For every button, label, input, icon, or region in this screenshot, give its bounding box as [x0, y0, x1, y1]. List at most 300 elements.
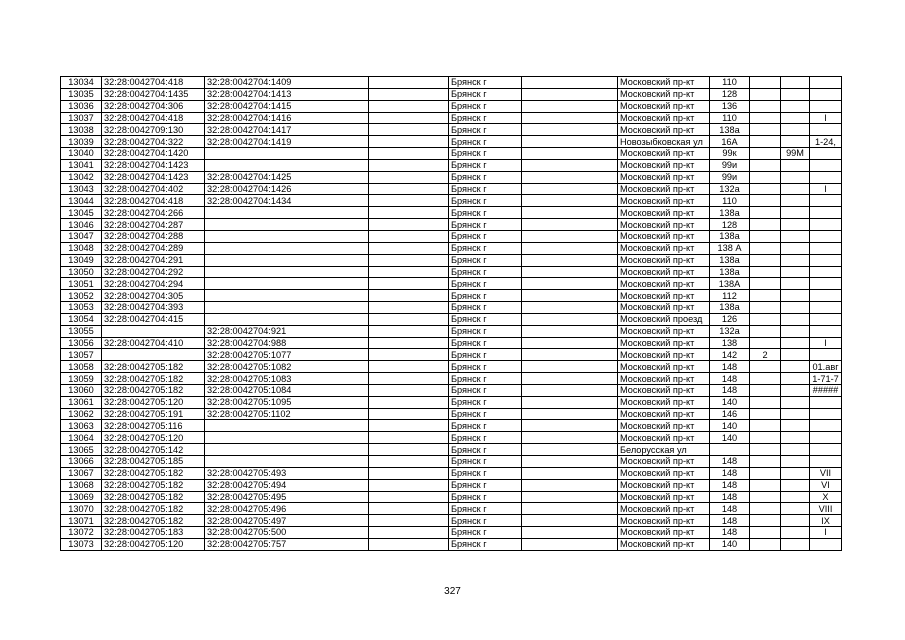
table-cell: 32:28:0042704:266 [102, 207, 205, 219]
table-cell: 32:28:0042704:1417 [205, 124, 369, 136]
table-cell: 32:28:0042705:120 [102, 432, 205, 444]
table-cell: 140 [710, 432, 750, 444]
table-row [61, 207, 842, 219]
table-cell [522, 444, 618, 456]
table-cell [810, 242, 842, 254]
table-cell: Брянск г [449, 183, 522, 195]
table-row [61, 420, 842, 432]
table-cell [522, 112, 618, 124]
table-cell [750, 100, 781, 112]
table-cell: 32:28:0042704:418 [102, 195, 205, 207]
table-cell [369, 420, 449, 432]
table-cell: 32:28:0042705:183 [102, 527, 205, 539]
table-row [61, 373, 842, 385]
table-cell [522, 396, 618, 408]
table-cell [750, 373, 781, 385]
table-cell: Московский пр-кт [618, 538, 710, 550]
table-cell: Брянск г [449, 444, 522, 456]
table-cell [369, 207, 449, 219]
table-cell: 13061 [61, 396, 102, 408]
table-cell [205, 159, 369, 171]
table-cell: Брянск г [449, 88, 522, 100]
table-cell [369, 337, 449, 349]
table-cell: 13038 [61, 124, 102, 136]
table-cell: 1-71-7 [810, 373, 842, 385]
table-cell [750, 456, 781, 468]
table-cell [522, 136, 618, 148]
table-cell: 13053 [61, 302, 102, 314]
table-cell: Московский пр-кт [618, 148, 710, 160]
table-cell [750, 491, 781, 503]
table-cell: 13060 [61, 384, 102, 396]
table-cell: 32:28:0042704:322 [102, 136, 205, 148]
table-cell: I [810, 527, 842, 539]
table-cell: Брянск г [449, 373, 522, 385]
table-row [61, 361, 842, 373]
table-cell [781, 479, 810, 491]
table-cell: 13037 [61, 112, 102, 124]
table-cell: Московский пр-кт [618, 515, 710, 527]
table-cell [781, 337, 810, 349]
table-cell: 01.авг [810, 361, 842, 373]
table-cell [750, 313, 781, 325]
table-cell [810, 207, 842, 219]
table-cell: Московский пр-кт [618, 112, 710, 124]
table-cell [781, 100, 810, 112]
table-cell: 136 [710, 100, 750, 112]
table-cell: Московский пр-кт [618, 325, 710, 337]
table-cell: Брянск г [449, 432, 522, 444]
table-cell [750, 219, 781, 231]
table-cell: 32:28:0042705:116 [102, 420, 205, 432]
table-cell: 32:28:0042704:402 [102, 183, 205, 195]
table-cell: 148 [710, 527, 750, 539]
table-cell [750, 266, 781, 278]
table-cell: Брянск г [449, 278, 522, 290]
table-cell [810, 538, 842, 550]
table-cell [522, 432, 618, 444]
table-row [61, 254, 842, 266]
table-cell [522, 337, 618, 349]
table-cell [205, 207, 369, 219]
table-cell: 140 [710, 538, 750, 550]
table-cell: Брянск г [449, 313, 522, 325]
table-cell: 32:28:0042704:393 [102, 302, 205, 314]
table-cell [781, 302, 810, 314]
table-cell [810, 159, 842, 171]
table-cell [522, 515, 618, 527]
table-cell: Брянск г [449, 124, 522, 136]
table-cell: Брянск г [449, 349, 522, 361]
table-cell [522, 538, 618, 550]
table-cell: 13068 [61, 479, 102, 491]
table-cell: 148 [710, 467, 750, 479]
table-cell: Московский пр-кт [618, 432, 710, 444]
table-cell [205, 278, 369, 290]
table-cell: Брянск г [449, 100, 522, 112]
table-cell: 32:28:0042705:500 [205, 527, 369, 539]
table-cell [781, 242, 810, 254]
table-cell [750, 420, 781, 432]
table-cell [750, 207, 781, 219]
table-cell: Московский пр-кт [618, 207, 710, 219]
table-cell: 13042 [61, 171, 102, 183]
table-cell: 32:28:0042704:291 [102, 254, 205, 266]
table-cell [369, 159, 449, 171]
table-cell: 32:28:0042704:1413 [205, 88, 369, 100]
table-cell [810, 420, 842, 432]
table-cell [205, 313, 369, 325]
table-cell [750, 112, 781, 124]
table-cell [750, 408, 781, 420]
table-cell: Московский пр-кт [618, 527, 710, 539]
table-cell [369, 136, 449, 148]
table-cell [369, 467, 449, 479]
table-cell [205, 242, 369, 254]
table-cell: 32:28:0042704:415 [102, 313, 205, 325]
table-cell: 32:28:0042704:1435 [102, 88, 205, 100]
table-cell: Московский пр-кт [618, 290, 710, 302]
table-cell: 32:28:0042705:182 [102, 361, 205, 373]
table-cell [522, 242, 618, 254]
table-cell [781, 195, 810, 207]
table-row [61, 242, 842, 254]
table-cell [750, 136, 781, 148]
table-cell: 32:28:0042705:185 [102, 456, 205, 468]
table-cell [522, 88, 618, 100]
table-cell [205, 290, 369, 302]
table-cell: Московский пр-кт [618, 491, 710, 503]
table-cell: Брянск г [449, 491, 522, 503]
table-cell: 140 [710, 396, 750, 408]
table-row [61, 183, 842, 195]
table-cell [369, 171, 449, 183]
table-cell: Московский пр-кт [618, 503, 710, 515]
table-cell: 32:28:0042704:988 [205, 337, 369, 349]
table-cell [369, 219, 449, 231]
table-cell: 32:28:0042704:1426 [205, 183, 369, 195]
table-row [61, 432, 842, 444]
table-cell: 32:28:0042704:306 [102, 100, 205, 112]
table-cell: 99М [781, 148, 810, 160]
table-cell: 138 [710, 337, 750, 349]
table-cell [781, 538, 810, 550]
table-cell: Московский пр-кт [618, 88, 710, 100]
table-cell: 1-24, [810, 136, 842, 148]
table-cell: 32:28:0042704:1420 [102, 148, 205, 160]
table-cell [522, 159, 618, 171]
table-cell [205, 266, 369, 278]
table-row [61, 538, 842, 550]
table-cell: 13044 [61, 195, 102, 207]
table-cell [369, 183, 449, 195]
table-cell: 13057 [61, 349, 102, 361]
table-cell: 32:28:0042709:130 [102, 124, 205, 136]
table-cell: Брянск г [449, 77, 522, 89]
table-cell [810, 313, 842, 325]
table-cell: Брянск г [449, 148, 522, 160]
table-cell [522, 302, 618, 314]
table-cell: 148 [710, 373, 750, 385]
table-cell: Московский пр-кт [618, 396, 710, 408]
data-table [60, 76, 842, 551]
table-cell [522, 148, 618, 160]
table-cell [750, 432, 781, 444]
table-cell: Московский пр-кт [618, 195, 710, 207]
table-cell: Московский пр-кт [618, 278, 710, 290]
table-cell: 146 [710, 408, 750, 420]
table-cell: Московский пр-кт [618, 408, 710, 420]
table-cell: 142 [710, 349, 750, 361]
table-cell: 99и [710, 171, 750, 183]
table-row [61, 444, 842, 456]
table-cell [781, 77, 810, 89]
table-cell [781, 361, 810, 373]
table-cell: 99и [710, 159, 750, 171]
table-cell [750, 183, 781, 195]
table-cell [369, 278, 449, 290]
table-cell [750, 479, 781, 491]
table-cell [810, 148, 842, 160]
table-cell [781, 384, 810, 396]
table-cell: 32:28:0042705:1102 [205, 408, 369, 420]
table-cell: VIII [810, 503, 842, 515]
table-cell: 32:28:0042704:305 [102, 290, 205, 302]
table-cell: 13039 [61, 136, 102, 148]
table-cell: Брянск г [449, 467, 522, 479]
table-row [61, 77, 842, 89]
table-cell: 32:28:0042704:288 [102, 230, 205, 242]
table-cell: 13073 [61, 538, 102, 550]
table-cell: 138а [710, 302, 750, 314]
table-cell: 32:28:0042704:1423 [102, 171, 205, 183]
table-cell [205, 254, 369, 266]
table-cell [522, 278, 618, 290]
table-cell: 32:28:0042704:1415 [205, 100, 369, 112]
table-cell: 138а [710, 254, 750, 266]
table-cell: Брянск г [449, 456, 522, 468]
table-cell: 32:28:0042705:757 [205, 538, 369, 550]
table-cell: 110 [710, 195, 750, 207]
table-cell: 32:28:0042705:493 [205, 467, 369, 479]
table-cell: 13048 [61, 242, 102, 254]
table-cell [710, 444, 750, 456]
table-cell [369, 408, 449, 420]
table-cell: Брянск г [449, 361, 522, 373]
table-cell [205, 432, 369, 444]
table-cell [750, 384, 781, 396]
table-cell [750, 254, 781, 266]
table-cell: 13058 [61, 361, 102, 373]
table-cell: 32:28:0042704:1423 [102, 159, 205, 171]
table-cell [522, 349, 618, 361]
table-cell [781, 527, 810, 539]
table-cell [810, 396, 842, 408]
table-cell [781, 290, 810, 302]
table-cell [810, 230, 842, 242]
table-row [61, 136, 842, 148]
table-cell: 32:28:0042705:1077 [205, 349, 369, 361]
table-cell: 148 [710, 384, 750, 396]
table-cell [369, 254, 449, 266]
table-cell: Московский пр-кт [618, 171, 710, 183]
table-cell [781, 444, 810, 456]
table-cell [810, 432, 842, 444]
table-row [61, 88, 842, 100]
table-cell [522, 420, 618, 432]
table-cell: X [810, 491, 842, 503]
table-cell [522, 325, 618, 337]
table-cell [810, 278, 842, 290]
table-cell: 32:28:0042704:289 [102, 242, 205, 254]
table-row [61, 527, 842, 539]
table-cell: 32:28:0042705:1095 [205, 396, 369, 408]
table-cell: Московский пр-кт [618, 230, 710, 242]
table-cell: 16А [710, 136, 750, 148]
table-cell: Брянск г [449, 408, 522, 420]
table-cell: 32:28:0042704:1416 [205, 112, 369, 124]
table-cell [522, 361, 618, 373]
table-cell: I [810, 112, 842, 124]
table-cell: 148 [710, 491, 750, 503]
table-cell: 32:28:0042705:494 [205, 479, 369, 491]
table-cell: 13067 [61, 467, 102, 479]
table-cell [750, 230, 781, 242]
table-cell: 32:28:0042705:191 [102, 408, 205, 420]
table-cell: 32:28:0042705:120 [102, 396, 205, 408]
table-cell: 138а [710, 230, 750, 242]
table-cell: 99к [710, 148, 750, 160]
table-row [61, 302, 842, 314]
table-row [61, 219, 842, 231]
table-cell [369, 325, 449, 337]
table-cell: Брянск г [449, 337, 522, 349]
table-cell: Брянск г [449, 195, 522, 207]
table-cell [810, 124, 842, 136]
table-cell [522, 230, 618, 242]
table-cell: Брянск г [449, 527, 522, 539]
table-cell [522, 479, 618, 491]
table-row [61, 124, 842, 136]
table-cell [522, 384, 618, 396]
table-cell: Брянск г [449, 384, 522, 396]
table-cell [522, 503, 618, 515]
table-cell [369, 148, 449, 160]
table-cell: 32:28:0042704:292 [102, 266, 205, 278]
table-cell: 13054 [61, 313, 102, 325]
table-cell [522, 491, 618, 503]
table-cell [810, 349, 842, 361]
table-cell: I [810, 337, 842, 349]
table-cell: 112 [710, 290, 750, 302]
table-cell [522, 266, 618, 278]
table-cell [522, 313, 618, 325]
table-cell: Брянск г [449, 479, 522, 491]
table-cell: 32:28:0042704:287 [102, 219, 205, 231]
table-cell: Московский пр-кт [618, 373, 710, 385]
table-cell: 148 [710, 515, 750, 527]
table-cell: Брянск г [449, 219, 522, 231]
table-cell: 32:28:0042704:921 [205, 325, 369, 337]
table-row [61, 230, 842, 242]
table-cell: 138А [710, 278, 750, 290]
table-cell: 13055 [61, 325, 102, 337]
table-cell: Московский пр-кт [618, 420, 710, 432]
table-cell [205, 230, 369, 242]
table-cell [522, 456, 618, 468]
table-cell [750, 302, 781, 314]
table-cell: Брянск г [449, 159, 522, 171]
table-cell: 13036 [61, 100, 102, 112]
table-cell: 32:28:0042704:294 [102, 278, 205, 290]
table-cell: 128 [710, 88, 750, 100]
table-cell [750, 148, 781, 160]
table-row [61, 325, 842, 337]
table-cell: Московский пр-кт [618, 183, 710, 195]
table-cell [369, 302, 449, 314]
table-cell: 13049 [61, 254, 102, 266]
table-cell [750, 467, 781, 479]
table-cell: 32:28:0042705:495 [205, 491, 369, 503]
table-cell [750, 515, 781, 527]
table-cell [781, 408, 810, 420]
table-cell [369, 384, 449, 396]
table-cell: 13043 [61, 183, 102, 195]
table-cell [750, 290, 781, 302]
table-cell: Московский пр-кт [618, 266, 710, 278]
table-row [61, 278, 842, 290]
table-row [61, 515, 842, 527]
table-cell [369, 290, 449, 302]
table-cell [810, 171, 842, 183]
table-cell: 13047 [61, 230, 102, 242]
table-cell: 138а [710, 124, 750, 136]
table-cell: 32:28:0042705:182 [102, 491, 205, 503]
table-cell [205, 219, 369, 231]
table-cell: 148 [710, 361, 750, 373]
table-cell [781, 266, 810, 278]
table-row [61, 148, 842, 160]
table-cell [781, 373, 810, 385]
table-cell [369, 479, 449, 491]
table-cell [522, 373, 618, 385]
table-cell [750, 159, 781, 171]
table-cell: 32:28:0042705:182 [102, 373, 205, 385]
table-cell: Московский пр-кт [618, 467, 710, 479]
table-cell [369, 112, 449, 124]
table-cell [522, 527, 618, 539]
table-cell [369, 230, 449, 242]
table-cell: 110 [710, 77, 750, 89]
table-cell: 13035 [61, 88, 102, 100]
table-cell [781, 515, 810, 527]
table-cell [205, 420, 369, 432]
table-cell [369, 195, 449, 207]
table-body [61, 77, 842, 551]
table-cell: 32:28:0042705:1084 [205, 384, 369, 396]
table-cell: Московский пр-кт [618, 456, 710, 468]
table-cell: 13070 [61, 503, 102, 515]
table-cell: 110 [710, 112, 750, 124]
table-cell: 32:28:0042705:182 [102, 503, 205, 515]
table-cell [522, 219, 618, 231]
table-cell: Брянск г [449, 242, 522, 254]
table-cell [369, 503, 449, 515]
table-cell: 2 [750, 349, 781, 361]
table-cell [781, 278, 810, 290]
table-cell [205, 302, 369, 314]
table-cell [369, 396, 449, 408]
